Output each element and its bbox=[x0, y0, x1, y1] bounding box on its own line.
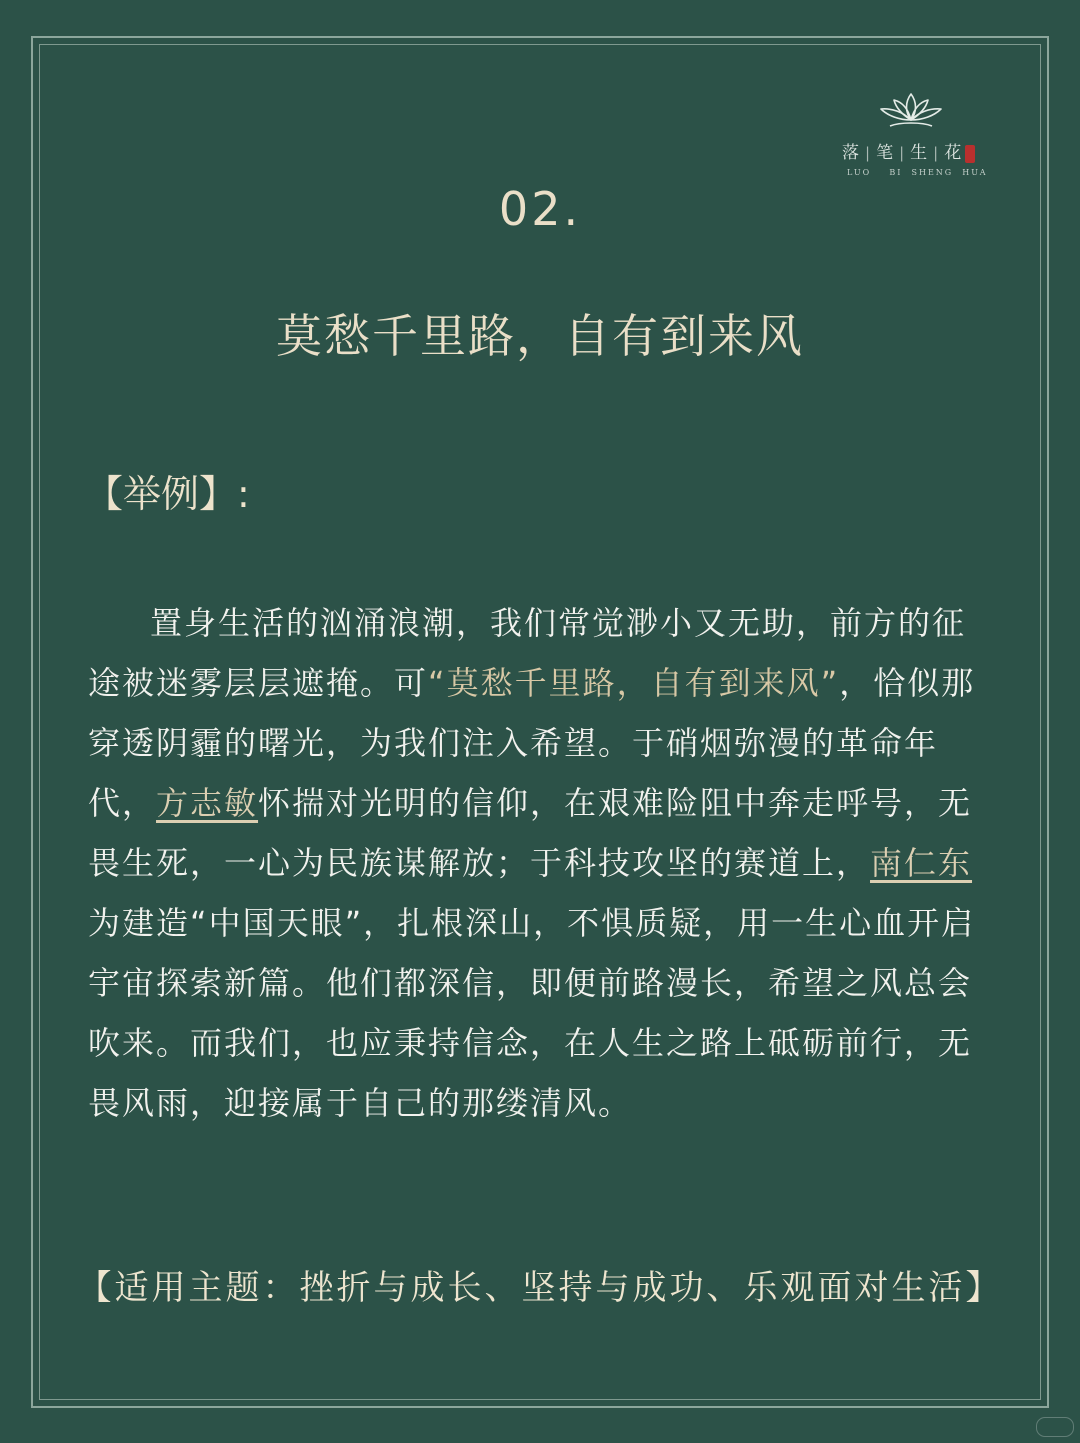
watermark-badge bbox=[1036, 1417, 1074, 1437]
logo-roman-word: BI bbox=[889, 168, 903, 177]
logo-char: 花 bbox=[944, 143, 964, 163]
applicable-themes: 【适用主题：挫折与成长、坚持与成功、乐观面对生活】 bbox=[77, 1268, 1003, 1308]
paragraph-text: ，恰似那穿透阴霾的曙光，为我们注入希望。于硝烟弥漫的革命年代， bbox=[88, 664, 976, 822]
example-label: 【举例】: bbox=[85, 472, 250, 516]
person-link-nan-rendong[interactable]: 南仁东 bbox=[870, 844, 973, 882]
highlighted-quote: “莫愁千里路，自有到来风” bbox=[428, 664, 840, 702]
logo-char: 笔 bbox=[876, 143, 896, 163]
logo-char: 生 bbox=[910, 143, 930, 163]
logo-romanization bbox=[847, 168, 987, 177]
logo-roman-word: HUA bbox=[962, 168, 988, 177]
seal-stamp-icon bbox=[965, 145, 975, 163]
lotus-icon bbox=[876, 88, 946, 132]
paragraph-text: 置身生活的汹涌浪潮，我们常觉渺小又无助，前方的征途被迷雾层层遮掩。可 bbox=[88, 604, 967, 702]
brand-logo bbox=[842, 88, 992, 183]
page-title: 莫愁千里路，自有到来风 bbox=[276, 309, 804, 363]
person-link-fang-zhimin[interactable]: 方志敏 bbox=[156, 784, 259, 822]
logo-char: 落 bbox=[842, 143, 861, 163]
paragraph-text: 怀揣对光明的信仰，在艰难险阻中奔走呼号，无畏生死，一心为民族谋解放；于科技攻坚的赛道上， bbox=[88, 784, 973, 882]
logo-roman-word: LUO bbox=[847, 168, 872, 177]
logo-characters: 落 | 笔 | 生 | 花 bbox=[842, 138, 992, 163]
paragraph-text: 为建造“中国天眼”，扎根深山，不惧质疑，用一生心血开启宇宙探索新篇。他们都深信，即便前路漫长，希望之风总会吹来。而我们，也应秉持信念，在人生之路上砥砺前行，无畏风雨，迎接属于自己的那缕清风。 bbox=[88, 904, 976, 1122]
example-paragraph bbox=[88, 593, 993, 1133]
section-number: 02. bbox=[498, 182, 582, 236]
logo-roman-word: SHENG bbox=[911, 168, 954, 177]
